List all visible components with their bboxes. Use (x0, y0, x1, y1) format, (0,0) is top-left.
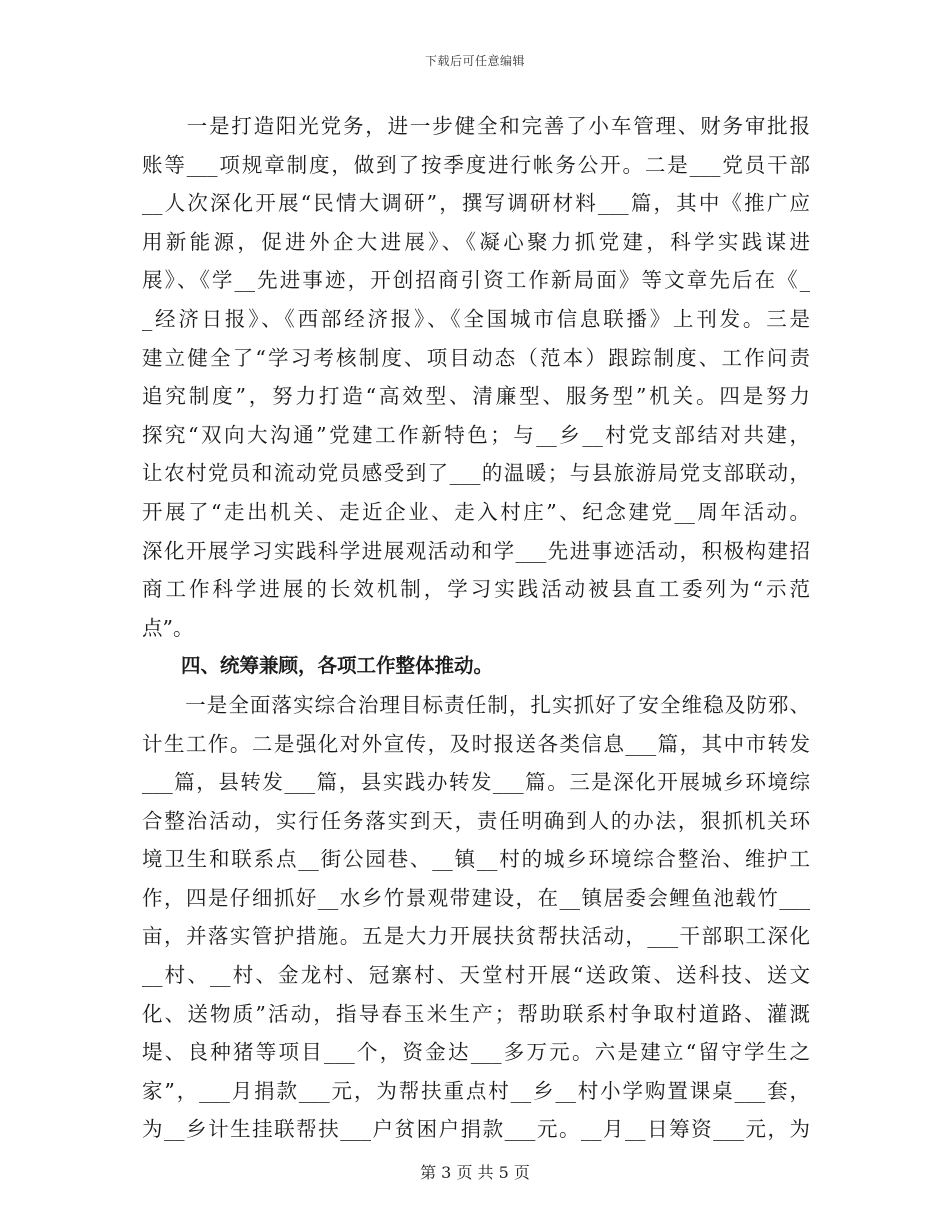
body-line: 合整治活动，实行任务落实到天，责任明确到人的办法，狠抓机关环 (142, 808, 810, 833)
page-number: 第 3 页 共 5 页 (420, 1163, 530, 1182)
body-line: __人次深化开展“民情大调研”，撰写调研材料___篇，其中《推广应 (142, 191, 810, 216)
body-line: 开展了“走出机关、走近企业、走入村庄”、纪念建党__周年活动。 (142, 499, 810, 524)
body-line: 家”，___月捐款___元，为帮扶重点村__乡__村小学购置课桌___套， (142, 1078, 810, 1103)
body-line: 用新能源，促进外企大进展》、《凝心聚力抓党建，科学实践谋进 (142, 229, 810, 254)
body-line: 为__乡计生挂联帮扶___户贫困户捐款___元。__月__日筹资___元，为 (142, 1117, 810, 1142)
section-heading: 四、统筹兼顾，各项工作整体推动。 (142, 654, 494, 678)
document-body (142, 107, 810, 1149)
body-line: 让农村党员和流动党员感受到了___的温暖；与县旅游局党支部联动， (142, 461, 810, 486)
body-line: 计生工作。二是强化对外宣传，及时报送各类信息___篇，其中市转发 (142, 731, 810, 756)
body-line: 堤、良种猪等项目___个，资金达___多万元。六是建立“留守学生之 (142, 1040, 810, 1065)
body-line: 账等___项规章制度，做到了按季度进行帐务公开。二是___党员干部 (142, 152, 810, 177)
body-line: 化、送物质”活动，指导春玉米生产；帮助联系村争取村道路、灌溉 (142, 1001, 810, 1026)
page-header-note: 下载后可任意编辑 (424, 54, 525, 68)
body-line: __村、__村、金龙村、冠寨村、天堂村开展“送政策、送科技、送文 (142, 963, 810, 988)
body-line: 境卫生和联系点__街公园巷、__镇__村的城乡环境综合整治、维护工 (142, 847, 810, 872)
body-line: 亩，并落实管护措施。五是大力开展扶贫帮扶活动，___干部职工深化 (142, 924, 810, 949)
body-line: 一是打造阳光党务，进一步健全和完善了小车管理、财务审批报 (142, 114, 810, 138)
body-line: 追究制度”，努力打造“高效型、清廉型、服务型”机关。四是努力 (142, 384, 810, 409)
body-line: 展》、《学__先进事迹，开创招商引资工作新局面》等文章先后在《_ (142, 268, 810, 293)
body-line: 点”。 (142, 615, 194, 640)
body-line: 建立健全了“学习考核制度、项目动态（范本）跟踪制度、工作问责 (142, 345, 810, 370)
body-line: _经济日报》、《西部经济报》、《全国城市信息联播》上刊发。三是 (142, 306, 810, 331)
body-line: 作，四是仔细抓好__水乡竹景观带建设，在__镇居委会鲤鱼池载竹___ (142, 885, 810, 910)
body-line: 深化开展学习实践科学进展观活动和学___先进事迹活动，积极构建招 (142, 538, 810, 563)
body-line: 一是全面落实综合治理目标责任制，扎实抓好了安全维稳及防邪、 (142, 692, 810, 717)
body-line: 探究“双向大沟通”党建工作新特色；与__乡__村党支部结对共建， (142, 422, 810, 447)
body-line: 商工作科学进展的长效机制，学习实践活动被县直工委列为“示范 (142, 577, 810, 602)
body-line: ___篇，县转发___篇，县实践办转发___篇。三是深化开展城乡环境综 (142, 770, 810, 795)
